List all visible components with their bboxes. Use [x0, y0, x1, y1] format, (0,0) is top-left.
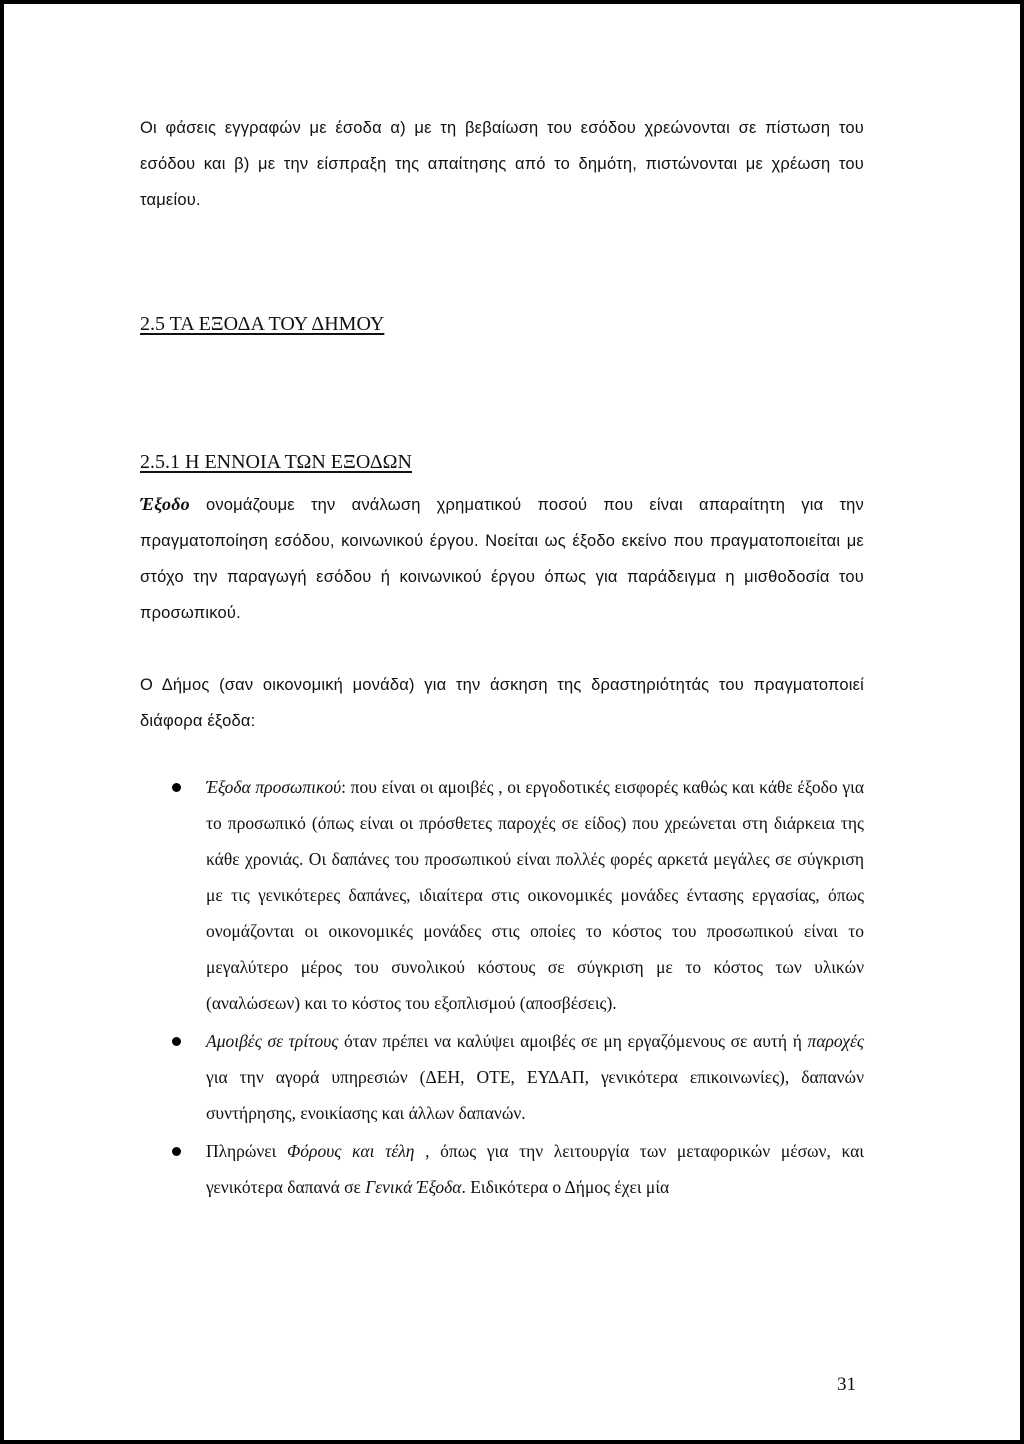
bullet-emphasis-secondary: Γενικά Έξοδα — [365, 1177, 462, 1197]
bullet-text-continued: για την αγορά υπηρεσιών (ΔΕΗ, ΟΤΕ, ΕΥΔΑΠ, γενικότερα επικοινωνίες), δαπανών συντήρησης, ενοικίασης και άλλων δαπανών. — [206, 1067, 864, 1123]
list-item — [140, 769, 864, 1021]
page-content — [140, 110, 864, 1205]
bullet-emphasis: Έξοδα προσωπικού — [206, 777, 342, 797]
subsection-heading: 2.5.1 Η ΕΝΝΟΙΑ ΤΩΝ ΕΞΟΔΩΝ — [140, 451, 412, 473]
definition-term: Έξοδο — [140, 494, 190, 514]
bullet-icon — [172, 783, 181, 792]
list-item — [140, 1133, 864, 1205]
page-number: 31 — [837, 1374, 856, 1395]
bullet-text: Πληρώνει — [206, 1141, 287, 1161]
bullet-text-continued: , όπως για την λειτουργία των μεταφορικών μέσων, και γενικότερα δαπανά σε — [206, 1141, 864, 1197]
list-item — [140, 1023, 864, 1131]
definition-text: ονομάζουμε την ανάλωση χρηματικού ποσού που είναι απαραίτητη για την πραγματοποίηση εσόδου, κοινωνικού έργου. Νοείται ως έξοδο εκείνο που πραγματοποιείται με στόχο την παραγωγή εσόδου ή κοινωνικού έργου όπως για παράδειγμα η μισθοδοσία του προσωπικού. — [140, 496, 864, 622]
bullet-emphasis: Φόρους και τέλη — [286, 1141, 415, 1161]
bullet-text: όταν πρέπει να καλύψει αμοιβές σε μη εργαζόμενους σε αυτή ή — [338, 1031, 808, 1051]
bullet-icon — [172, 1037, 181, 1046]
definition-paragraph — [140, 486, 864, 631]
bullet-icon — [172, 1147, 181, 1156]
bullet-text: : που είναι οι αμοιβές , οι εργοδοτικές εισφορές καθώς και κάθε έξοδο για το προσωπικό (όπως είναι οι πρόσθετες παροχές σε είδος) που χρεώνεται στη διάρκεια της κάθε χρονιάς. Οι δαπάνες του προσωπικού είναι πολλές φορές αρκετά μεγάλες σε σύγκριση με τις γενικότερες δαπάνες, ιδιαίτερα στις οικονομικές μονάδες έντασης εργασίας, όπως ονομάζονται οι οικονομικές μονάδες στις οποίες το κόστος του προσωπικού είναι το μεγαλύτερο μέρος του συνολικού κόστους σε σύγκριση με το κόστος των υλικών (αναλώσεων) και το κόστος του εξοπλισμού (αποσβέσεις). — [206, 777, 864, 1013]
expenses-list — [140, 769, 864, 1205]
dimos-paragraph: Ο Δήμος (σαν οικονομική μονάδα) για την άσκηση της δραστηριότητάς του πραγματοποιεί διάφορα έξοδα: — [140, 676, 864, 730]
bullet-text-end: . Ειδικότερα ο Δήμος έχει μία — [461, 1177, 670, 1197]
intro-paragraph: Οι φάσεις εγγραφών με έσοδα α) με τη βεβαίωση του εσόδου χρεώνονται σε πίστωση του εσόδου και β) με την είσπραξη της απαίτησης από το δημότη, πιστώνονται με χρέωση του ταμείου. — [140, 119, 864, 209]
bullet-emphasis: Αμοιβές σε τρίτους — [206, 1031, 339, 1051]
bullet-emphasis-secondary: παροχές — [807, 1031, 864, 1051]
section-heading: 2.5 ΤΑ ΕΞΟΔΑ ΤΟΥ ΔΗΜΟΥ — [140, 313, 385, 335]
